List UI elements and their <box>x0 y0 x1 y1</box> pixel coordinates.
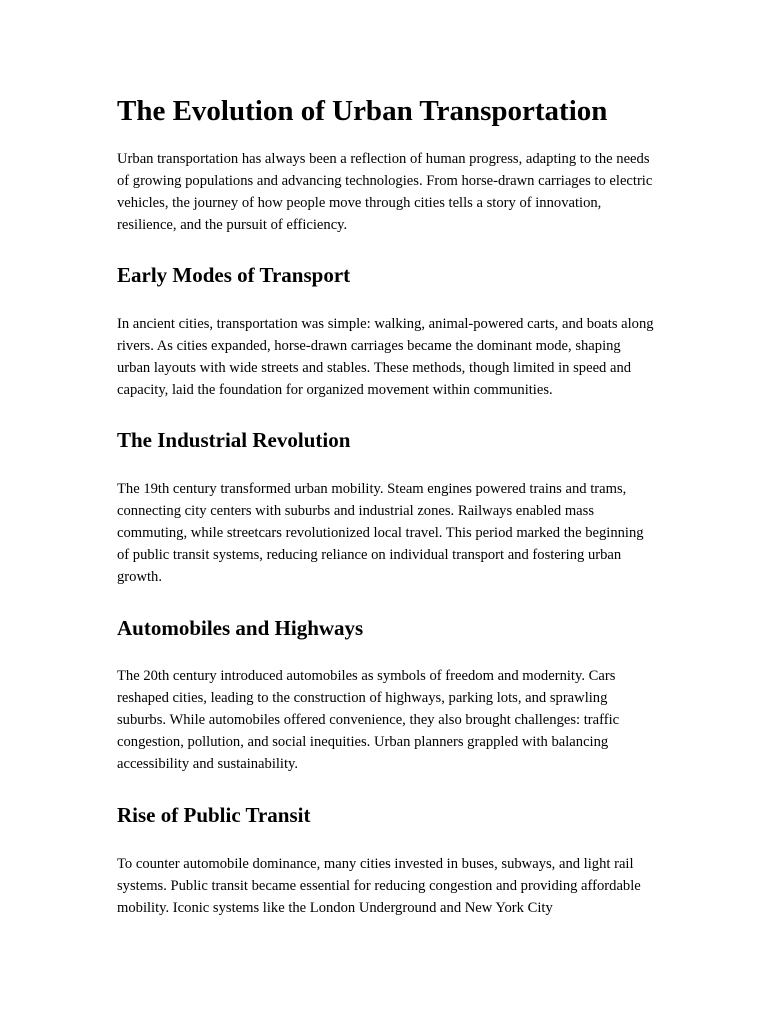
section-heading-industrial-revolution: The Industrial Revolution <box>117 428 351 452</box>
section-body-early-modes: In ancient cities, transportation was simple: walking, animal-powered carts, and boats along rivers. As cities expanded, horse-drawn carriages became the dominant mode, shaping urban layouts with wide streets and stables. These methods, though limited in speed and capacity, laid the foundation for organized movement within communities. <box>117 316 654 398</box>
section-heading-public-transit: Rise of Public Transit <box>117 803 311 827</box>
page-title: The Evolution of Urban Transportation <box>117 95 608 127</box>
section-body-industrial-revolution: The 19th century transformed urban mobility. Steam engines powered trains and trams, connecting city centers with suburbs and industrial zones. Railways enabled mass commuting, while streetcars revolutionized local travel. This period marked the beginning of public transit systems, reducing reliance on individual transport and fostering urban growth. <box>117 481 644 585</box>
section-heading-early-modes: Early Modes of Transport <box>117 263 351 287</box>
section-heading-automobiles: Automobiles and Highways <box>117 616 364 640</box>
section-body-public-transit: To counter automobile dominance, many cities invested in buses, subways, and light rail systems. Public transit became essential for reducing congestion and providing affordable mobility. Iconic systems like the London Underground and New York City <box>117 856 641 916</box>
section-body-automobiles: The 20th century introduced automobiles as symbols of freedom and modernity. Cars reshaped cities, leading to the construction of highways, parking lots, and sprawling suburbs. While automobiles offered convenience, they also brought challenges: traffic congestion, pollution, and social inequities. Urban planners grappled with balancing accessibility and sustainability. <box>117 668 620 772</box>
intro-paragraph: Urban transportation has always been a reflection of human progress, adapting to the needs of growing populations and advancing technologies. From horse-drawn carriages to electric vehicles, the journey of how people move through cities tells a story of innovation, resilience, and the pursuit of efficiency. <box>117 151 653 233</box>
